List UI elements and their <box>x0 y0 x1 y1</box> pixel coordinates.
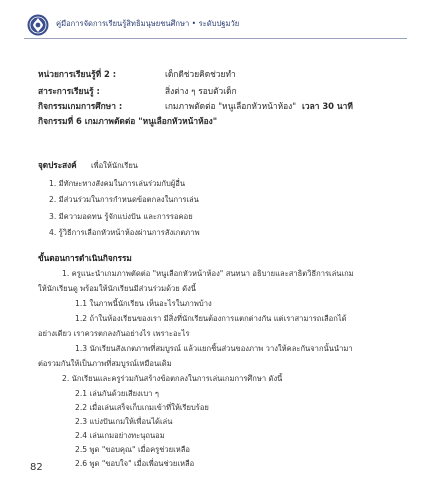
procedure-line: ให้นักเรียนดู พร้อมให้นักเรียนมีส่วนร่วมด้วย ดังนี้ <box>38 284 196 293</box>
procedure-line: อย่างเดียว เราควรตกลงกันอย่างไร เพราะอะไร <box>38 329 190 338</box>
procedure-line: 2.4 เล่นเกมอย่างทะนุถนอม <box>75 431 165 440</box>
objective-item: 1. มีทักษะทางสังคมในการเล่นร่วมกับผู้อื่น <box>49 179 186 188</box>
procedure-line: ต่อรวมกันให้เป็นภาพที่สมบูรณ์เหมือนเดิม <box>38 359 172 368</box>
unit-row <box>38 67 236 81</box>
essence-value: สิ่งต่าง ๆ รอบตัวเด็ก <box>165 86 237 96</box>
objectives-heading: จุดประสงค์ <box>38 160 77 170</box>
procedure-line: 1.2 ถ้าในห้องเรียนของเรา มีสิ่งที่นักเรียนต้องการแตกต่างกัน แต่เราสามารถเลือกได้ <box>75 314 347 323</box>
header-divider <box>24 38 407 39</box>
procedure-heading: ขั้นตอนการดำเนินกิจกรรม <box>38 253 132 263</box>
procedure-line: 1.1 ในภาพนี้นักเรียน เห็นอะไรในภาพบ้าง <box>75 299 212 308</box>
activity-time: เวลา 30 นาที <box>302 101 353 111</box>
essence-row <box>38 84 237 98</box>
procedure-line: 2.5 พูด "ขอบคุณ" เมื่อครูช่วยเหลือ <box>75 445 190 454</box>
procedure-line: 2. นักเรียนและครูร่วมกันสร้างข้อตกลงในการเล่นเกมการศึกษา ดังนี้ <box>62 374 283 383</box>
activity-value: เกมภาพตัดต่อ "หนูเลือกหัวหน้าห้อง" <box>165 101 297 111</box>
objectives-intro: เพื่อให้นักเรียน <box>91 161 138 170</box>
procedure-line: 2.6 พูด "ขอบใจ" เมื่อเพื่อนช่วยเหลือ <box>75 459 195 468</box>
page-number: 82 <box>30 462 43 473</box>
objective-item: 4. รู้วิธีการเลือกหัวหน้าห้องผ่านการสังเกตภาพ <box>49 228 200 237</box>
unit-value: เด็กดีช่วยคิดช่วยทำ <box>165 69 236 79</box>
activity-label: กิจกรรมเกมการศึกษา : <box>38 101 123 111</box>
header-title: คู่มือการจัดการเรียนรู้สิทธิมนุษยชนศึกษา • ระดับปฐมวัย <box>56 19 240 28</box>
procedure-line: 2.3 แบ่งปันเกมให้เพื่อนได้เล่น <box>75 417 173 426</box>
procedure-line: 1.3 นักเรียนสังเกตภาพที่สมบูรณ์ แล้วแยกชิ้นส่วนของภาพ วางให้คละกันจากนั้นนำมา <box>75 344 353 353</box>
unit-label: หน่วยการเรียนรู้ที่ 2 : <box>38 69 117 79</box>
activity-title-row <box>38 114 217 128</box>
activity-title: กิจกรรมที่ 6 เกมภาพตัดต่อ "หนูเลือกหัวหน้าห้อง" <box>38 116 218 126</box>
essence-label: สาระการเรียนรู้ : <box>38 86 100 96</box>
objective-item: 3. มีความอดทน รู้จักแบ่งปัน และการรอคอย <box>49 212 193 221</box>
page-header <box>0 0 427 42</box>
activity-row <box>38 99 378 113</box>
objective-item: 2. มีส่วนร่วมในการกำหนดข้อตกลงในการเล่น <box>49 195 199 204</box>
procedure-line: 1. ครูแนะนำเกมภาพตัดต่อ "หนูเลือกหัวหน้าห้อง" สนทนา อธิบายและสาธิตวิธีการเล่นเกม <box>62 269 354 278</box>
procedure-line: 2.2 เมื่อเล่นเสร็จเก็บเกมเข้าที่ให้เรียบร้อย <box>75 403 209 412</box>
procedure-line: 2.1 เล่นกันด้วยเสียงเบา ๆ <box>75 389 159 398</box>
institution-logo <box>27 14 49 36</box>
